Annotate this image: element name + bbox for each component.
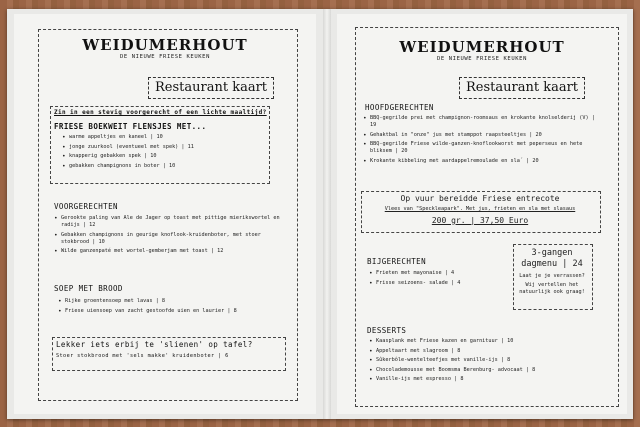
day-menu-line3: Laat je je verrassen? [519,273,585,279]
entrecote-heading: Op vuur bereidde Friese entrecote [400,194,560,203]
day-menu-line1: 3-gangen [531,248,573,258]
soup-heading: SOEP MET BROOD [54,284,123,293]
desserts-list [369,338,609,386]
list-item: • Kaasplank met Friese kazen en garnituur | 10 [369,338,609,345]
restaurant-title: WEIDUMERHOUT [82,36,248,54]
restaurant-kaart-label: Restaurant kaart [148,77,274,99]
entrecote-price: 200 gr. | 37,50 Euro [431,216,529,225]
list-item: • Rijke groentensoep met lavas | 8 [58,298,288,305]
promo-question: Zin in een stevig voorgerecht of een lichte maaltijd? [54,109,267,116]
restaurant-kaart-label: Restaurant kaart [459,77,585,99]
menu-card [7,9,633,419]
left-page [14,14,316,414]
list-item: • BBQ-gegrilde prei met champignon-roomsaus en krokante knolselderij (V) | 19 [363,115,603,129]
list-item: • Gebakken champignons in geurige knoflook-kruidenboter, met stoer stokbrood | 10 [54,232,290,246]
pancakes-heading: FRIESE BOEKWEIT FLENSJES MET... [54,122,207,131]
day-menu-line4: Wij vertellen het natuurlijk ook graag! [519,282,585,295]
list-item: • Gehaktbal in "onze" jus met stamppot raapsteeltjes | 20 [363,132,603,139]
list-item: • Frieten met mayonaise | 4 [369,270,519,277]
restaurant-subtitle: DE NIEUWE FRIESE KEUKEN [120,54,210,60]
list-item: • Krokante kibbeling met aardappelremoulade en sla´ | 20 [363,158,603,165]
pancakes-list [62,134,262,172]
sides-list [369,270,519,289]
list-item: • knapperig gebakken spek | 10 [62,153,262,160]
right-page [337,14,627,414]
list-item: • BBQ-gegrilde Friese wilde-ganzen-knoflookworst met peperseus en hete bliksem | 20 [363,141,603,155]
list-item: • Gerookte paling van Ale de Jager op toast met pittige mierikswortel en radijs | 12 [54,215,290,229]
list-item: • gebakken champignons in boter | 10 [62,163,262,170]
desserts-heading: DESSERTS [367,326,407,335]
starters-list [54,215,290,258]
sides-heading: BIJGERECHTEN [367,257,426,266]
list-item: • Vanille-ijs met espresso | 8 [369,376,609,383]
extra-heading: Lekker iets erbij te 'slienen' op tafel? [56,340,253,349]
list-item: • Friese uiensoep van zacht gestoofde uien en laurier | 8 [58,308,288,315]
starters-heading: VOORGERECHTEN [54,202,118,211]
menu-fold [323,9,331,419]
extra-text: Stoer stokbrood met 'sels makke' kruidenboter | 6 [56,353,229,359]
list-item: • Appeltaart met slagroom | 8 [369,348,609,355]
list-item: • Sûkerbôle-wentelteefjes met vanille-ijs | 8 [369,357,609,364]
entrecote-subtext: Vlees van "Speckleapark". Met jus, frieten en sla met slasaus [384,206,576,212]
day-menu-line2: dagmenu | 24 [521,259,583,269]
mains-heading: HOOFDGERECHTEN [365,103,434,112]
list-item: • Frisse seizoens- salade | 4 [369,280,519,287]
list-item: • Wilde ganzenpaté met wortel-gemberjam met toast | 12 [54,248,290,255]
mains-list [363,115,603,167]
list-item: • Chocolademousse met Boomsma Berenburg- advocaat | 8 [369,367,609,374]
restaurant-title: WEIDUMERHOUT [399,38,565,56]
list-item: • warme appeltjes en kaneel | 10 [62,134,262,141]
soup-list [58,298,288,317]
restaurant-subtitle: DE NIEUWE FRIESE KEUKEN [437,56,527,62]
list-item: • jonge zuurkool (eventueel met spek) | 11 [62,144,262,151]
